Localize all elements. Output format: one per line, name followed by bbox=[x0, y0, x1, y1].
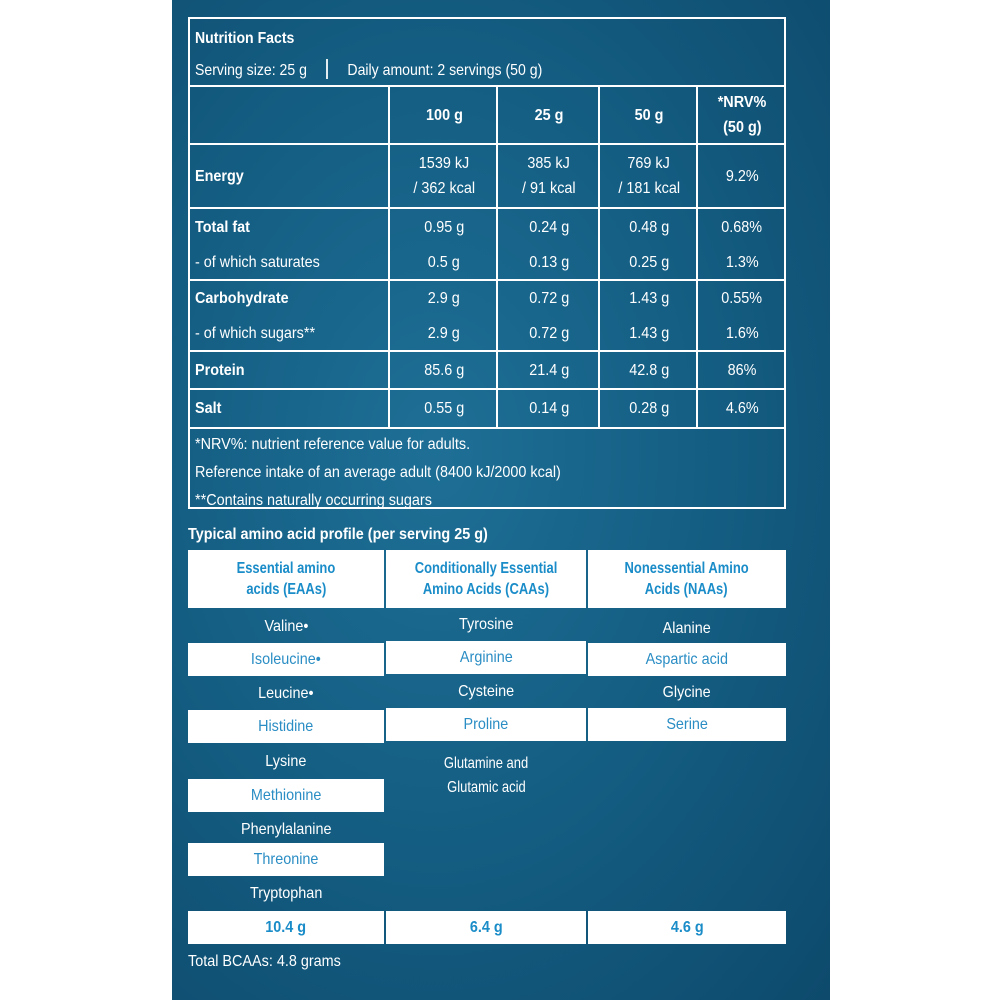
column-divider bbox=[496, 87, 498, 429]
energy-row bbox=[190, 145, 784, 207]
amino-profile-title: Typical amino acid profile (per serving 25 g) bbox=[188, 526, 488, 543]
naa-total: 4.6 g bbox=[588, 911, 786, 944]
amino-acid-item: Arginine bbox=[386, 641, 586, 674]
column-header-50g: 50 g bbox=[634, 106, 664, 124]
column-header-100g: 100 g bbox=[425, 106, 463, 124]
amino-acid-item: Histidine bbox=[188, 710, 384, 743]
amino-acid-item: Valine• bbox=[263, 617, 308, 635]
caa-header: Conditionally Essential Amino Acids (CAAs) bbox=[386, 550, 586, 608]
amino-acid-item: Isoleucine• bbox=[188, 643, 384, 676]
amino-acid-item: Phenylalanine bbox=[240, 820, 332, 838]
column-divider bbox=[598, 87, 600, 429]
serving-info bbox=[195, 59, 542, 80]
naa-header: Nonessential Amino Acids (NAAs) bbox=[588, 550, 786, 608]
amino-acid-item: Leucine• bbox=[258, 684, 314, 702]
product-label-panel bbox=[172, 0, 830, 1000]
amino-acid-item: Alanine bbox=[662, 619, 712, 637]
column-header-nrv: *NRV% (50 g) bbox=[717, 94, 767, 136]
amino-acid-item: Proline bbox=[386, 708, 586, 741]
amino-acid-item: Glutamine and Glutamic acid bbox=[443, 755, 529, 796]
energy-100g: 1539 kJ / 362 kcal bbox=[413, 155, 475, 197]
nutrition-facts-table bbox=[188, 17, 786, 509]
divider bbox=[190, 427, 784, 429]
amino-acid-item: Methionine bbox=[188, 779, 384, 812]
energy-nrv: 9.2% bbox=[725, 167, 759, 185]
eaa-header: Essential amino acids (EAAs) bbox=[188, 550, 384, 608]
amino-acid-item: Lysine bbox=[265, 752, 307, 770]
amino-acid-item: Tyrosine bbox=[458, 615, 514, 633]
footnote-sugars: **Contains naturally occurring sugars bbox=[195, 492, 432, 509]
serving-separator bbox=[326, 59, 328, 79]
nutrient-row-salt: Salt 0.55 g 0.14 g 0.28 g 4.6% bbox=[195, 400, 759, 417]
serving-size: Serving size: 25 g bbox=[195, 62, 307, 79]
nutrient-row-carbohydrate: Carbohydrate 2.9 g 0.72 g 1.43 g 0.55% bbox=[195, 290, 763, 307]
daily-amount: Daily amount: 2 servings (50 g) bbox=[347, 62, 543, 79]
energy-label: Energy bbox=[195, 167, 244, 185]
footnote-reference-intake: Reference intake of an average adult (8400 kJ/2000 kcal) bbox=[195, 464, 561, 481]
eaa-total: 10.4 g bbox=[188, 911, 384, 944]
nutrient-row-sugars: - of which sugars** 2.9 g 0.72 g 1.43 g 1.6% bbox=[195, 324, 759, 342]
nutrient-row-total-fat: Total fat 0.95 g 0.24 g 0.48 g 0.68% bbox=[195, 218, 763, 236]
column-header-row bbox=[190, 87, 784, 143]
amino-acid-item: Serine bbox=[588, 708, 786, 741]
column-divider bbox=[388, 87, 390, 429]
amino-acid-item: Tryptophan bbox=[249, 884, 323, 902]
amino-acid-item: Cysteine bbox=[457, 682, 515, 700]
nutrition-title: Nutrition Facts bbox=[195, 30, 295, 47]
amino-acid-item: Threonine bbox=[188, 843, 384, 876]
amino-acid-item: Glycine bbox=[662, 683, 712, 701]
amino-acid-item: Aspartic acid bbox=[588, 643, 786, 676]
column-divider bbox=[696, 87, 698, 429]
caa-total: 6.4 g bbox=[386, 911, 586, 944]
footnote-nrv: *NRV%: nutrient reference value for adults. bbox=[195, 436, 471, 453]
nutrient-row-saturates: - of which saturates 0.5 g 0.13 g 0.25 g 1.3% bbox=[195, 253, 759, 271]
energy-25g: 385 kJ / 91 kcal bbox=[522, 155, 576, 197]
nutrition-header bbox=[190, 19, 784, 87]
column-header-25g: 25 g bbox=[534, 106, 564, 124]
energy-50g: 769 kJ / 181 kcal bbox=[618, 155, 680, 197]
total-bcaa: Total BCAAs: 4.8 grams bbox=[188, 953, 341, 970]
nutrient-row-protein: Protein 85.6 g 21.4 g 42.8 g 86% bbox=[195, 361, 757, 379]
